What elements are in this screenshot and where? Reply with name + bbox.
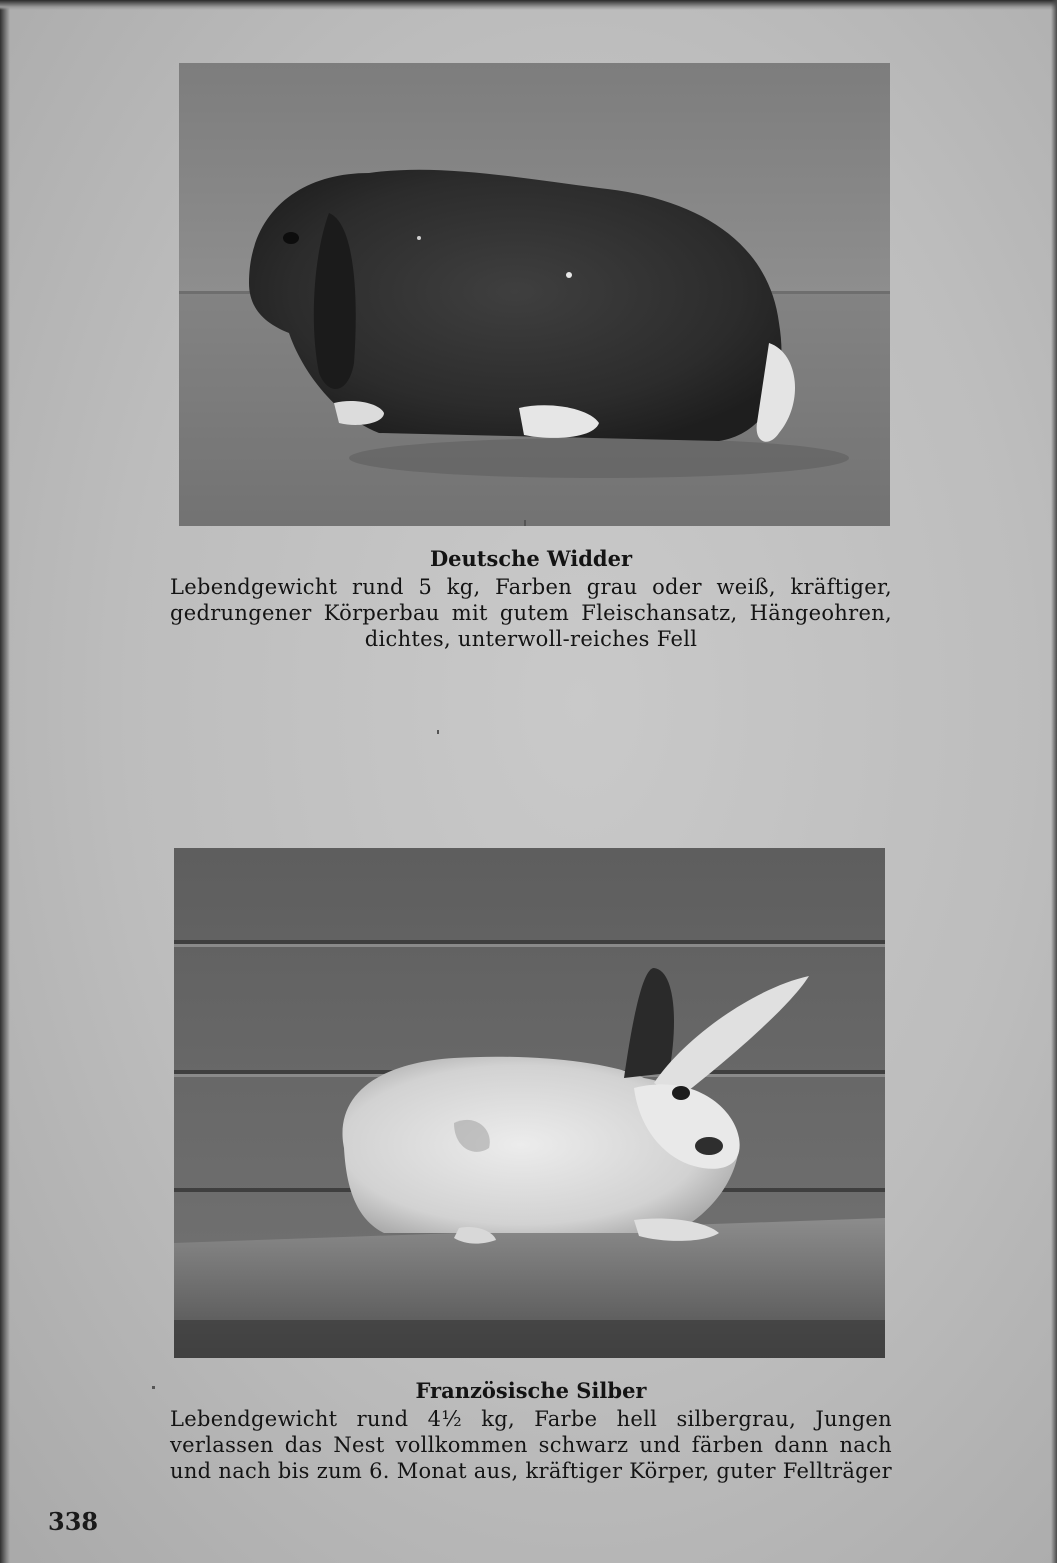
rabbit-lop-photo (179, 63, 890, 526)
page-edge-shadow-top (0, 0, 1057, 10)
rabbit-silver-photo (174, 848, 885, 1358)
figure-caption (170, 546, 892, 652)
print-speck (437, 730, 439, 734)
print-speck (152, 1386, 155, 1389)
caption-text: Lebendgewicht rund 4½ kg, Farbe hell silbergrau, Jungen verlassen das Nest vollkommen schwarz und färben dann nach und nach bis zum 6. Monat aus, kräftiger Körper, guter Fellträger (170, 1407, 892, 1483)
caption-title: Deutsche Widder (429, 546, 633, 571)
print-speck (524, 520, 526, 526)
page-number: 338 (48, 1507, 99, 1536)
page-edge-shadow (0, 0, 10, 1563)
caption-text: Lebendgewicht rund 5 kg, Farben grau oder weiß, kräftiger, gedrungener Körperbau mit gutem Fleischansatz, Hängeohren, dichtes, unterwoll-reiches Fell (170, 575, 892, 651)
figure-caption (170, 1378, 892, 1484)
page-edge-shadow-right (1051, 0, 1057, 1563)
caption-title: Französische Silber (415, 1378, 647, 1403)
